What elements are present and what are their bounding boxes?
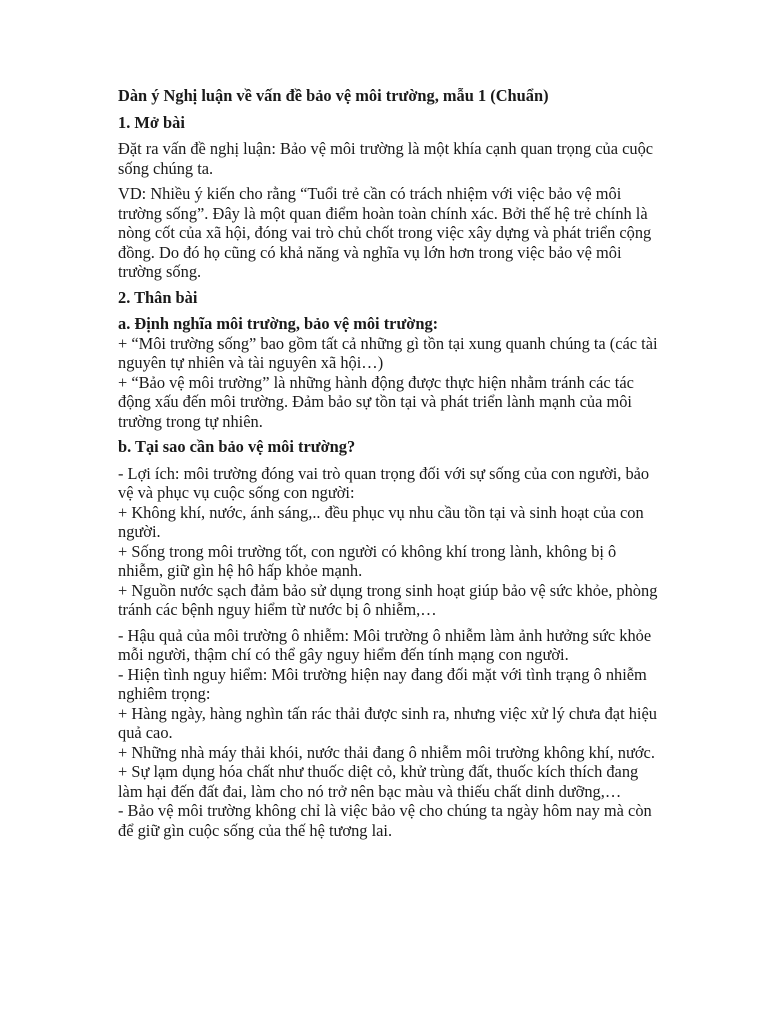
- consequence-item: + Hàng ngày, hàng nghìn tấn rác thải được sinh ra, nhưng việc xử lý chưa đạt hiệu quả cao.: [118, 703, 657, 742]
- consequence-item: + Sự lạm dụng hóa chất như thuốc diệt cỏ, khử trùng đất, thuốc kích thích đang làm hại đến đất đai, làm cho nó trở nên bạc màu và thiếu chất dinh dưỡng,…: [118, 762, 639, 801]
- benefit-item: - Lợi ích: môi trường đóng vai trò quan trọng đối với sự sống của con người, bảo vệ và phục vụ cuộc sống con người:: [118, 463, 650, 502]
- intro-example-paragraph: VD: Nhiều ý kiến cho rằng “Tuổi trẻ cần có trách nhiệm với việc bảo vệ môi trường sống”. Đây là một quan điểm hoàn toàn chính xác. Bởi thế hệ trẻ chính là nòng cốt của xã hội, đóng vai trò chủ chốt trong việc xây dựng và phát triển cộng đồng. Do đó họ cũng có khả năng và nghĩa vụ lớn hơn trong việc bảo vệ môi trường sống.: [118, 184, 652, 281]
- consequences-list: [118, 626, 658, 841]
- document-page: [118, 86, 658, 846]
- intro-paragraph: Đặt ra vấn đề nghị luận: Bảo vệ môi trường là một khía cạnh quan trọng của cuộc sống chúng ta.: [118, 139, 654, 178]
- section-heading-intro: 1. Mở bài: [118, 112, 185, 132]
- benefits-list: [118, 464, 658, 620]
- benefit-item: + Không khí, nước, ánh sáng,.. đều phục vụ nhu cầu tồn tại và sinh hoạt của con người.: [118, 502, 644, 541]
- definition-list: [118, 334, 658, 432]
- consequence-item: - Bảo vệ môi trường không chỉ là việc bảo vệ cho chúng ta ngày hôm nay mà còn để giữ gìn cuộc sống của thế hệ tương lai.: [118, 801, 652, 840]
- section-heading-body: 2. Thân bài: [118, 287, 198, 307]
- benefit-item: + Sống trong môi trường tốt, con người có không khí trong lành, không bị ô nhiễm, giữ gìn hệ hô hấp khỏe mạnh.: [118, 541, 617, 580]
- benefit-item: + Nguồn nước sạch đảm bảo sử dụng trong sinh hoạt giúp bảo vệ sức khỏe, phòng tránh các bệnh nguy hiểm từ nước bị ô nhiễm,…: [118, 580, 658, 619]
- definition-item: + “Bảo vệ môi trường” là những hành động được thực hiện nhằm tránh các tác động xấu đến môi trường. Đảm bảo sự tồn tại và phát triển lành mạnh của môi trường trong tự nhiên.: [118, 372, 634, 431]
- subsection-heading-reasons: b. Tại sao cần bảo vệ môi trường?: [118, 437, 356, 456]
- consequence-item: - Hậu quả của môi trường ô nhiễm: Môi trường ô nhiễm làm ảnh hưởng sức khỏe mỗi người, thậm chí có thể gây nguy hiểm đến tính mạng con người.: [118, 625, 652, 664]
- consequence-item: - Hiện tình nguy hiểm: Môi trường hiện nay đang đối mặt với tình trạng ô nhiễm nghiêm trọng:: [118, 664, 647, 703]
- document-title: Dàn ý Nghị luận về vấn đề bảo vệ môi trường, mẫu 1 (Chuẩn): [118, 86, 549, 105]
- consequence-item: + Những nhà máy thải khói, nước thải đang ô nhiễm môi trường không khí, nước.: [118, 742, 655, 762]
- subsection-heading-definition: a. Định nghĩa môi trường, bảo vệ môi trường:: [118, 314, 439, 333]
- definition-item: + “Môi trường sống” bao gồm tất cả những gì tồn tại xung quanh chúng ta (các tài nguyên tự nhiên và tài nguyên xã hội…): [118, 333, 658, 372]
